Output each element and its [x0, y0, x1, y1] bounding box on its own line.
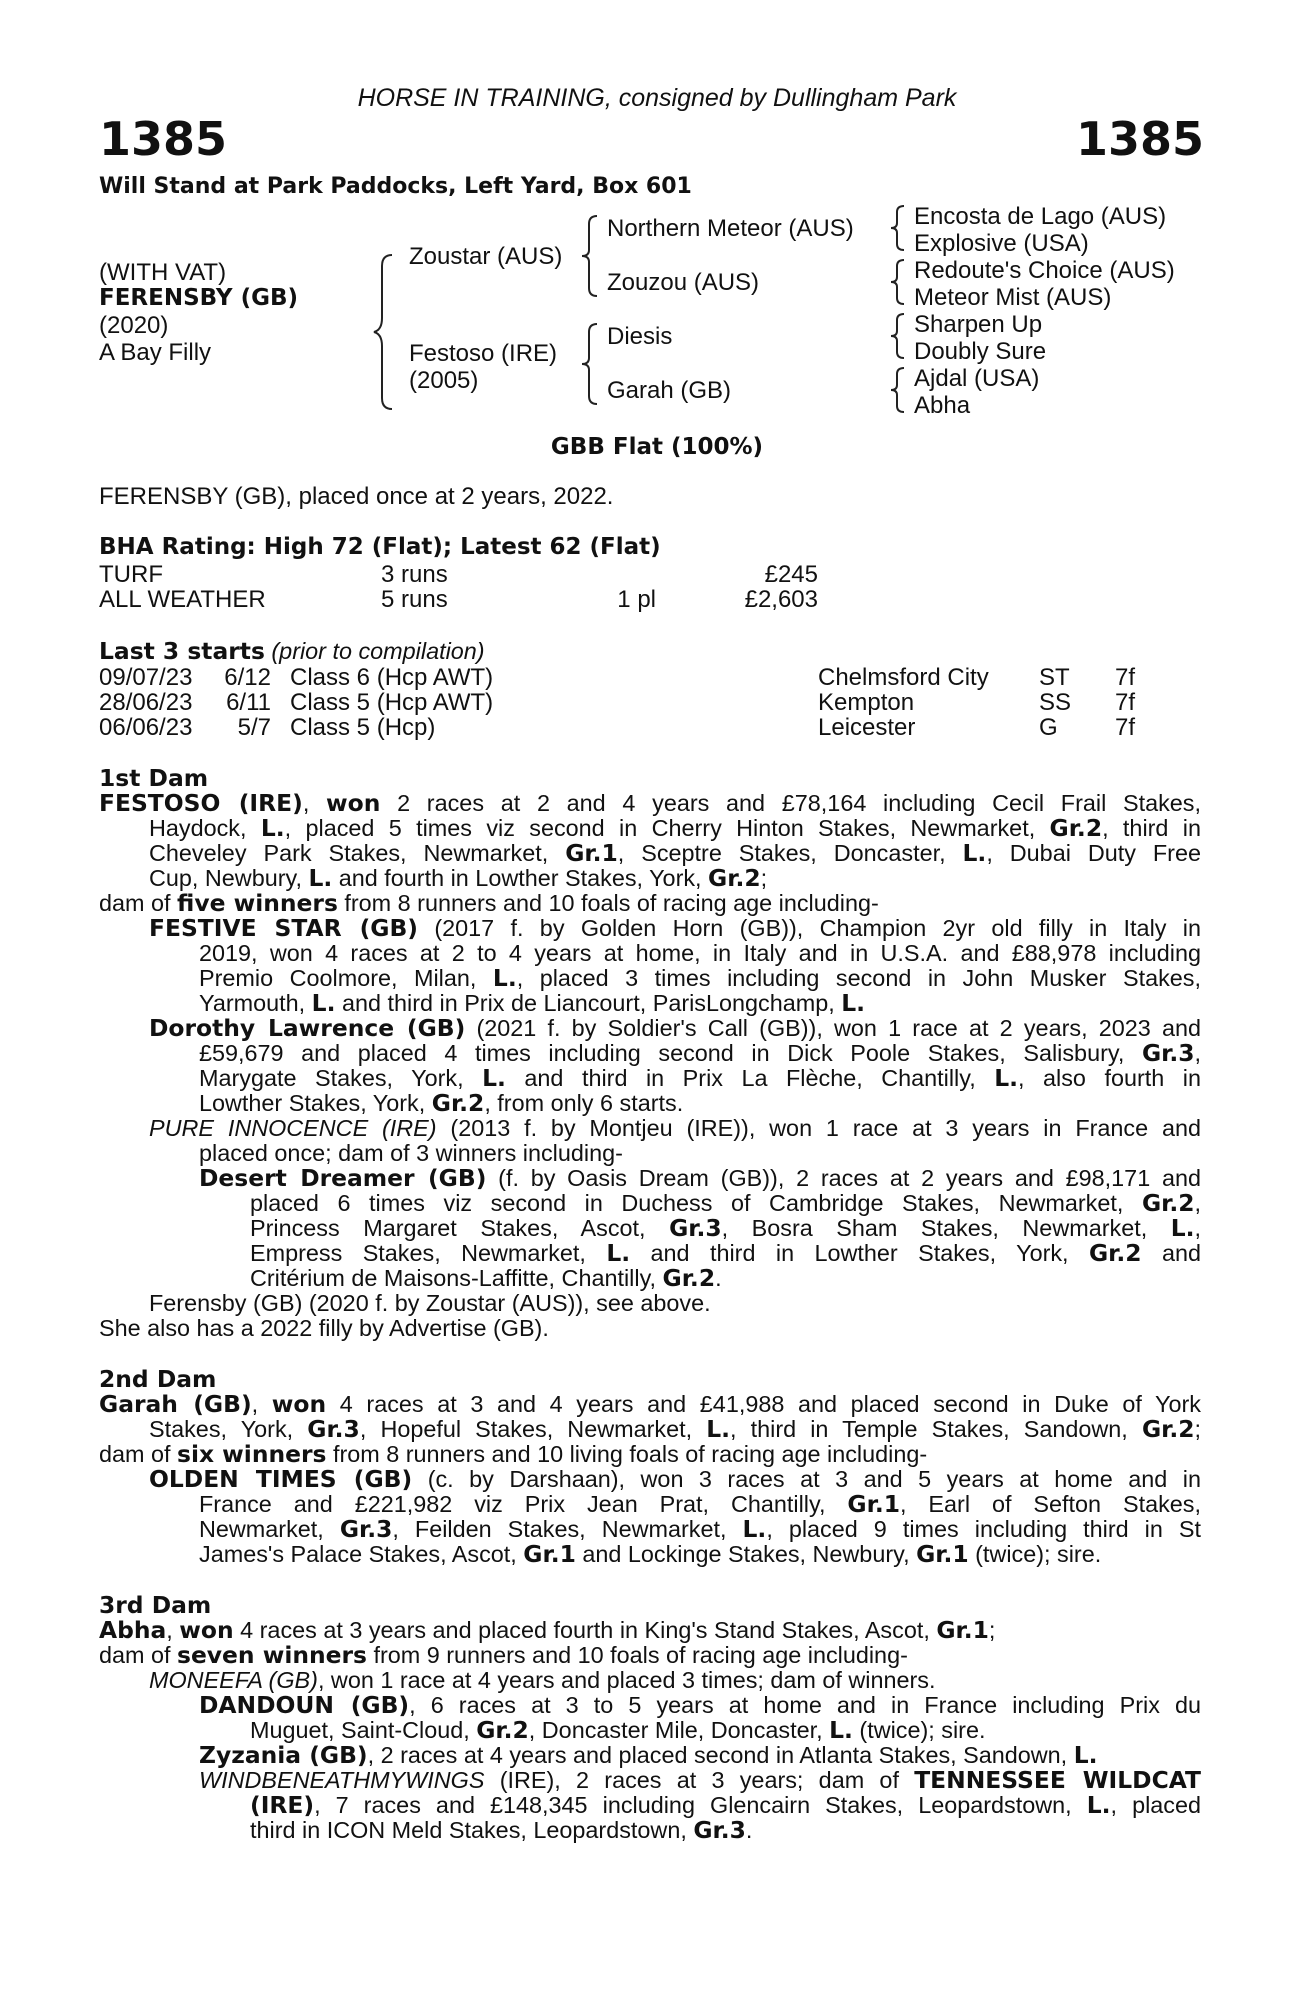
first-dam-line: 2019, won 4 races at 2 to 4 years at home, in Italy and in U.S.A. and £88,978 including — [199, 940, 1201, 966]
first-dam-line: Lowther Stakes, York, Gr.2, from only 6 starts. — [199, 1089, 684, 1117]
first-dam-line: Dorothy Lawrence (GB) (2021 f. by Soldier's Call (GB)), won 1 race at 2 years, 2023 and — [149, 1014, 1201, 1042]
first-dam-line: Princess Margaret Stakes, Ascot, Gr.3, Bosra Sham Stakes, Newmarket, L., — [250, 1214, 1202, 1242]
last-starts-note: (prior to compilation) — [271, 638, 485, 664]
lot-number-left: 1385 — [99, 112, 228, 166]
consignor-line: HORSE IN TRAINING, consigned by Dullingham Park — [357, 84, 957, 112]
last-starts-heading — [99, 639, 485, 664]
ggs-3: Sharpen Up — [914, 311, 1043, 338]
stand-location: Will Stand at Park Paddocks, Left Yard, Box 601 — [99, 174, 692, 199]
first-dam-line: Empress Stakes, Newmarket, L. and third in Lowther Stakes, York, Gr.2 and — [250, 1239, 1201, 1267]
rating-title: BHA Rating: High 72 (Flat); Latest 62 (Flat) — [99, 534, 661, 560]
pedigree-brace-g1 — [888, 204, 908, 252]
first-dam-line: Cup, Newbury, L. and fourth in Lowther Stakes, York, Gr.2; — [149, 864, 768, 892]
third-dam-line: Zyzania (GB), 2 races at 4 years and placed second in Atlanta Stakes, Sandown, L. — [199, 1741, 1098, 1769]
third-dam-line: (IRE), 7 races and £148,345 including Glencairn Stakes, Leopardstown, L., placed — [250, 1791, 1201, 1819]
first-dam-line: Premio Coolmore, Milan, L., placed 3 times including second in John Musker Stakes, — [199, 964, 1201, 992]
first-dam-line: Haydock, L., placed 5 times viz second in Cherry Hinton Stakes, Newmarket, Gr.2, third in — [149, 814, 1201, 842]
start-class: Class 6 (Hcp AWT) — [290, 664, 494, 691]
ggs-2: Redoute's Choice (AUS) — [914, 257, 1175, 284]
rating-earnings: £2,603 — [744, 586, 818, 613]
pedigree-brace-sire — [579, 214, 603, 298]
third-dam-line: WINDBENEATHMYWINGS (IRE), 2 races at 3 years; dam of TENNESSEE WILDCAT — [199, 1766, 1201, 1794]
third-dam-line: dam of seven winners from 9 runners and 10 foals of racing age including- — [99, 1641, 908, 1669]
start-position: 6/11 — [226, 689, 271, 716]
ggd-4: Abha — [914, 392, 971, 419]
third-dam-line: Muguet, Saint-Cloud, Gr.2, Doncaster Mile, Doncaster, L. (twice); sire. — [250, 1716, 986, 1744]
start-position: 5/7 — [237, 714, 271, 741]
start-position: 6/12 — [224, 664, 271, 691]
dam-dam: Garah (GB) — [607, 377, 732, 404]
horse-description: A Bay Filly — [99, 339, 212, 366]
third-dam-line: DANDOUN (GB), 6 races at 3 to 5 years at home and in France including Prix du — [199, 1691, 1201, 1719]
pedigree-brace-main — [370, 252, 400, 412]
third-dam-line: MONEEFA (GB), won 1 race at 4 years and placed 3 times; dam of winners. — [149, 1667, 936, 1693]
first-dam-line: Desert Dreamer (GB) (f. by Oasis Dream (GB)), 2 races at 2 years and £98,171 and — [199, 1164, 1201, 1192]
rating-surface: TURF — [99, 561, 163, 588]
start-going: ST — [1039, 664, 1070, 691]
ggd-3: Doubly Sure — [914, 338, 1047, 365]
vat-note: (WITH VAT) — [99, 259, 227, 286]
second-dam-line: OLDEN TIMES (GB) (c. by Darshaan), won 3 races at 3 and 5 years at home and in — [149, 1465, 1202, 1493]
start-distance: 7f — [1115, 689, 1136, 716]
last-starts-title: Last 3 starts — [99, 637, 265, 665]
horse-name: FERENSBY (GB) — [99, 285, 299, 311]
first-dam-heading: 1st Dam — [99, 764, 209, 792]
start-date: 09/07/23 — [99, 664, 193, 691]
start-course: Leicester — [818, 714, 916, 741]
start-distance: 7f — [1115, 664, 1136, 691]
second-dam-line: Newmarket, Gr.3, Feilden Stakes, Newmarket, L., placed 9 times including third in St — [199, 1515, 1201, 1543]
start-date: 06/06/23 — [99, 714, 193, 741]
first-dam-line: She also has a 2022 filly by Advertise (GB). — [99, 1315, 549, 1341]
sire-dam: Zouzou (AUS) — [607, 269, 760, 296]
ggd-1: Explosive (USA) — [914, 230, 1089, 257]
start-class: Class 5 (Hcp) — [290, 714, 436, 741]
first-dam-line: FESTIVE STAR (GB) (2017 f. by Golden Horn (GB)), Champion 2yr old filly in Italy in — [149, 914, 1201, 942]
second-dam-heading: 2nd Dam — [99, 1365, 217, 1393]
first-dam-line: FESTOSO (IRE), won 2 races at 2 and 4 years and £78,164 including Cecil Frail Stakes, — [99, 789, 1201, 817]
first-dam-line: PURE INNOCENCE (IRE) (2013 f. by Montjeu (IRE)), won 1 race at 3 years in France and — [149, 1115, 1201, 1141]
pedigree-brace-g3 — [888, 312, 908, 360]
second-dam-line: Stakes, York, Gr.3, Hopeful Stakes, Newmarket, L., third in Temple Stakes, Sandown, Gr.2; — [149, 1415, 1201, 1443]
second-dam-line: dam of six winners from 8 runners and 10 living foals of racing age including- — [99, 1440, 928, 1468]
lot-number-right: 1385 — [1075, 112, 1204, 166]
first-dam-line: Yarmouth, L. and third in Prix de Liancourt, ParisLongchamp, L. — [199, 989, 866, 1017]
ggs-4: Ajdal (USA) — [914, 365, 1040, 392]
start-date: 28/06/23 — [99, 689, 193, 716]
start-going: SS — [1039, 689, 1072, 716]
dam-name: Festoso (IRE) — [409, 340, 558, 367]
first-dam-line: Marygate Stakes, York, L. and third in Prix La Flèche, Chantilly, L., also fourth in — [199, 1064, 1201, 1092]
gbb-note: GBB Flat (100%) — [550, 434, 764, 460]
second-dam-line: James's Palace Stakes, Ascot, Gr.1 and Lockinge Stakes, Newbury, Gr.1 (twice); sire. — [199, 1540, 1102, 1568]
horse-year: (2020) — [99, 312, 169, 339]
pedigree-brace-g2 — [888, 258, 908, 306]
third-dam-line: third in ICON Meld Stakes, Leopardstown, Gr.3. — [250, 1816, 753, 1844]
rating-runs: 3 runs — [381, 561, 448, 588]
dam-year: (2005) — [409, 367, 479, 394]
rating-earnings: £245 — [764, 561, 818, 588]
start-going: G — [1039, 714, 1058, 741]
start-class: Class 5 (Hcp AWT) — [290, 689, 494, 716]
ggs-1: Encosta de Lago (AUS) — [914, 203, 1167, 230]
first-dam-line: placed 6 times viz second in Duchess of Cambridge Stakes, Newmarket, Gr.2, — [250, 1189, 1201, 1217]
third-dam-line: Abha, won 4 races at 3 years and placed fourth in King's Stand Stakes, Ascot, Gr.1; — [99, 1616, 996, 1644]
ggd-2: Meteor Mist (AUS) — [914, 284, 1112, 311]
second-dam-line: Garah (GB), won 4 races at 3 and 4 years and £41,988 and placed second in Duke of York — [99, 1390, 1201, 1418]
dam-sire: Diesis — [607, 323, 673, 350]
pedigree-brace-g4 — [888, 366, 908, 414]
first-dam-line: dam of five winners from 8 runners and 10 foals of racing age including- — [99, 889, 879, 917]
first-dam-line: £59,679 and placed 4 times including second in Dick Poole Stakes, Salisbury, Gr.3, — [199, 1039, 1201, 1067]
pedigree-brace-dam — [579, 322, 603, 406]
race-summary: FERENSBY (GB), placed once at 2 years, 2022. — [99, 483, 614, 510]
sire-name: Zoustar (AUS) — [409, 243, 563, 270]
second-dam-line: France and £221,982 viz Prix Jean Prat, Chantilly, Gr.1, Earl of Sefton Stakes, — [199, 1490, 1202, 1518]
first-dam-line: Cheveley Park Stakes, Newmarket, Gr.1, Sceptre Stakes, Doncaster, L., Dubai Duty Free — [149, 839, 1201, 867]
first-dam-line: placed once; dam of 3 winners including- — [199, 1140, 623, 1166]
sire-sire: Northern Meteor (AUS) — [607, 215, 854, 242]
rating-surface: ALL WEATHER — [99, 586, 266, 613]
rating-placed: 1 pl — [617, 586, 656, 613]
start-course: Kempton — [818, 689, 915, 716]
start-distance: 7f — [1115, 714, 1136, 741]
first-dam-line: Ferensby (GB) (2020 f. by Zoustar (AUS)), see above. — [149, 1290, 711, 1316]
first-dam-line: Critérium de Maisons-Laffitte, Chantilly, Gr.2. — [250, 1264, 722, 1292]
start-course: Chelmsford City — [818, 664, 989, 691]
third-dam-heading: 3rd Dam — [99, 1591, 212, 1619]
rating-runs: 5 runs — [381, 586, 448, 613]
